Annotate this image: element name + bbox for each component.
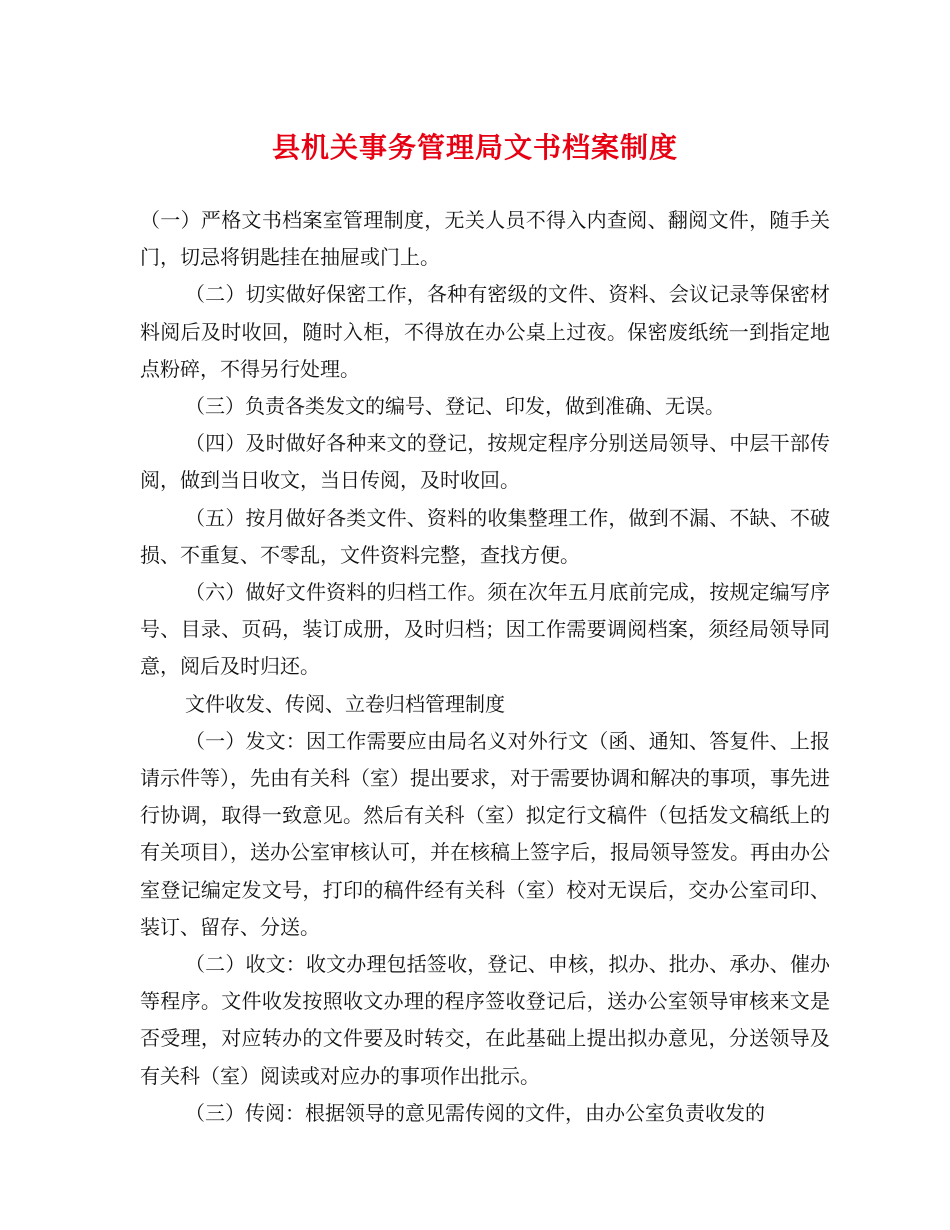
paragraph-9: （三）传阅：根据领导的意见需传阅的文件，由办公室负责收发的 bbox=[185, 1100, 765, 1125]
section-heading: 文件收发、传阅、立卷归档管理制度 bbox=[185, 691, 505, 716]
paragraph-7: （一）发文：因工作需要应由局名义对外行文（函、通知、答复件、上报请示件等），先由有关科（室）提出要求，对于需要协调和解决的事项，事先进行协调，取得一致意见。然后有关科（室）拟定行文稿件（包括发文稿纸上的有关项目），送办公室审核认可，并在核稿上签字后，报局领导签发。再由办公室登记编定发文号，打印的稿件经有关科（室）校对无误后，交办公室司印、装订、留存、分送。 bbox=[140, 728, 830, 939]
paragraph-4: （四）及时做好各种来文的登记，按规定程序分别送局领导、中层干部传阅，做到当日收文，当日传阅，及时收回。 bbox=[140, 431, 830, 493]
paragraph-5: （五）按月做好各类文件、资料的收集整理工作，做到不漏、不缺、不破损、不重复、不零乱，文件资料完整，查找方便。 bbox=[140, 505, 830, 567]
paragraph-3: （三）负责各类发文的编号、登记、印发，做到准确、无误。 bbox=[185, 394, 725, 419]
paragraph-6: （六）做好文件资料的归档工作。须在次年五月底前完成，按规定编写序号、目录、页码，装订成册，及时归档；因工作需要调阅档案，须经局领导同意，阅后及时归还。 bbox=[140, 580, 830, 679]
document-title: 县机关事务管理局文书档案制度 bbox=[271, 131, 678, 164]
paragraph-1: （一）严格文书档案室管理制度，无关人员不得入内查阅、翻阅文件，随手关门，切忌将钥匙挂在抽屉或门上。 bbox=[140, 208, 830, 270]
paragraph-2: （二）切实做好保密工作，各种有密级的文件、资料、会议记录等保密材料阅后及时收回，随时入柜，不得放在办公桌上过夜。保密废纸统一到指定地点粉碎，不得另行处理。 bbox=[140, 282, 830, 381]
paragraph-8: （二）收文：收文办理包括签收，登记、申核，拟办、批办、承办、催办等程序。文件收发按照收文办理的程序签收登记后，送办公室领导审核来文是否受理，对应转办的文件要及时转交，在此基础上提出拟办意见，分送领导及有关科（室）阅读或对应办的事项作出批示。 bbox=[140, 952, 830, 1088]
document-body bbox=[140, 202, 830, 1132]
